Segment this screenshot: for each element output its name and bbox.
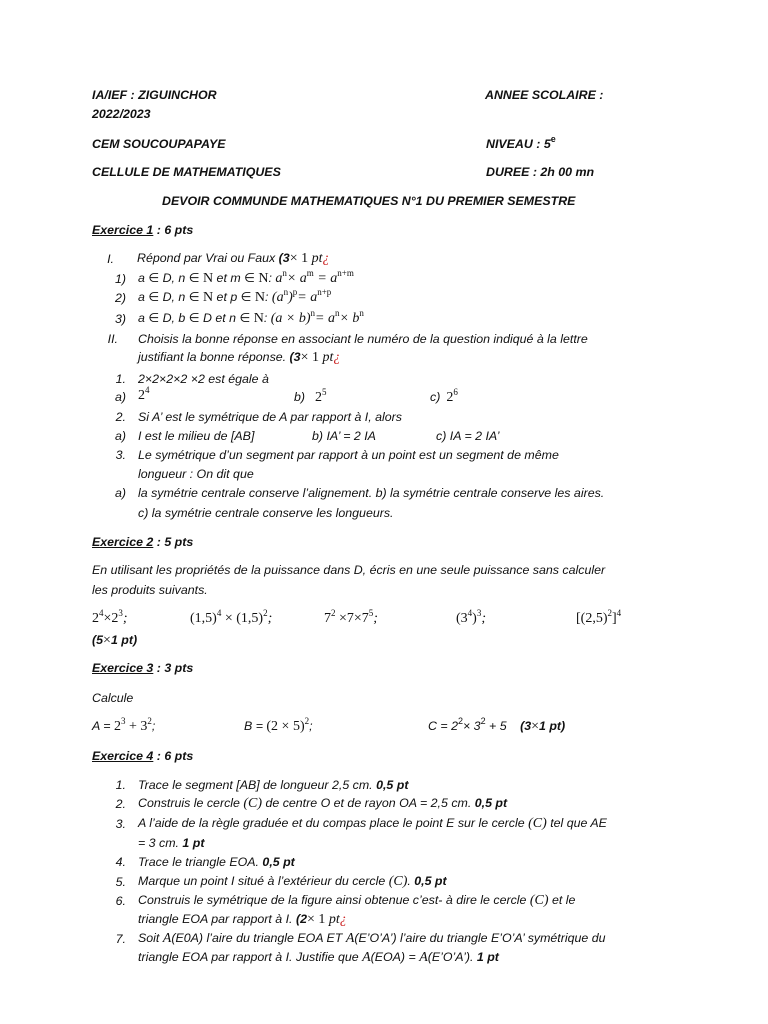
ex1-II-text1: Choisis la bonne réponse en associant le numéro de la question indiqué à la lettre: [138, 332, 588, 346]
ex3-heading: Exercice 3 : 3 pts: [92, 661, 194, 675]
ex3-c: $C = 2^2\times 3^2 + 5$ (3×1 pt): [428, 716, 566, 734]
ex1-s2-a: I est le milieu de [AB]: [138, 429, 255, 443]
ex4-item3-l1: A l’aide de la règle graduée et du compas place le point E sur le cercle (C) tel que AE: [138, 816, 607, 831]
ex1-II-text2: justifiant la bonne réponse. (3× 1 pt¿: [138, 350, 341, 365]
ex1-q1: a ∈ D, n ∈ N et m ∈ N: $a^n\times a^m = a^{n+m}$: [138, 268, 354, 286]
header-annee-value: 2022/2023: [92, 107, 151, 121]
header-school: CEM SOUCOUPAPAYE: [92, 137, 226, 151]
ex2-expr2: $(1,5)^4 \times (1,5)^2$;: [190, 608, 273, 626]
ex4-item5: Marque un point I situé à l’extérieur du cercle (C). 0,5 pt: [138, 874, 447, 889]
ex4-item5-num: 5.: [115, 875, 126, 889]
ex1-q1-num: 1): [114, 272, 126, 286]
ex1-s3-a-num: a): [114, 486, 126, 500]
ex1-q2-num: 2): [114, 291, 126, 305]
ex1-s3-text1: Le symétrique d’un segment par rapport à un point est un segment de même: [138, 448, 559, 462]
ex4-item4: Trace le triangle EOA. 0,5 pt: [138, 855, 295, 869]
ex1-s3-num: 3.: [115, 448, 126, 462]
document-title: DEVOIR COMMUNDE MATHEMATIQUES N°1 DU PREMIER SEMESTRE: [162, 194, 576, 208]
ex1-s1-a-num: a): [114, 390, 126, 404]
ex2-text1: En utilisant les propriétés de la puissance dans D, écris en une seule puissance sans calculer: [92, 563, 606, 577]
ex4-item7-l1: Soit A(E0A) l’aire du triangle EOA ET A(E’O’A’) l’aire du triangle E’O’A’ symétrique du: [138, 931, 606, 946]
ex4-item4-num: 4.: [115, 855, 126, 869]
ex2-expr4: $(3^4)^3$;: [456, 608, 487, 626]
ex4-item2-num: 2.: [115, 797, 126, 811]
ex1-s2-text: Si A’ est le symétrique de A par rapport à I, alors: [138, 410, 402, 424]
ex1-s2-num: 2.: [115, 410, 126, 424]
header-duree: DUREE : 2h 00 mn: [486, 165, 595, 179]
ex1-s1-c: c) $2^6$: [430, 387, 458, 405]
ex2-expr1: $2^4\times 2^3$;: [92, 608, 128, 626]
ex1-s3-c: c) la symétrie centrale conserve les longueurs.: [138, 506, 394, 520]
ex2-points: (5×1 pt): [92, 633, 138, 648]
ex4-item6-l2: triangle EOA par rapport à I. (2× 1 pt¿: [138, 912, 347, 927]
ex2-text2: les produits suivants.: [92, 583, 208, 597]
ex3-a: $A = 2^3 + 3^2$;: [92, 716, 156, 734]
ex1-q3-num: 3): [114, 312, 126, 326]
ex2-expr3: $7^2 \times 7\times 7^5$;: [324, 608, 378, 626]
ex1-s1-num: 1.: [115, 372, 126, 386]
ex3-b: $B = (2 \times 5)^2$;: [244, 716, 313, 734]
ex1-s3-text2: longueur : On dit que: [138, 467, 254, 481]
ex1-I-text: Répond par Vrai ou Faux (3× 1 pt¿: [137, 251, 330, 266]
ex1-q2: a ∈ D, n ∈ N et p ∈ N: $(a^n)^p= a^{n+p}$: [138, 287, 332, 305]
ex4-item6-num: 6.: [115, 894, 126, 908]
header-annee-label: ANNEE SCOLAIRE :: [485, 88, 604, 102]
header-niveau: NIVEAU : 5e: [486, 134, 556, 151]
ex4-item7-l2: triangle EOA par rapport à I. Justifie que A(EOA) = A(E’O’A’). 1 pt: [138, 950, 499, 965]
ex4-item3-l2: = 3 cm. 1 pt: [138, 836, 205, 850]
header-cellule: CELLULE DE MATHEMATIQUES: [92, 165, 281, 179]
ex1-heading: Exercice 1 : 6 pts: [92, 223, 194, 237]
ex1-s1-b: b) $2^5$: [294, 387, 327, 405]
ex4-item2: Construis le cercle (C) de centre O et de rayon OA = 2,5 cm. 0,5 pt: [138, 796, 508, 811]
header-ief: IA/IEF : ZIGUINCHOR: [92, 88, 217, 102]
ex1-II-num: II.: [107, 332, 118, 346]
ex1-s2-b: b) IA’ = 2 IA: [312, 429, 376, 443]
ex1-s3-a: la symétrie centrale conserve l’alignement. b) la symétrie centrale conserve les aires.: [138, 486, 605, 500]
ex1-s2-c: c) IA = 2 IA’: [436, 429, 500, 443]
ex4-item6-l1: Construis le symétrique de la figure ainsi obtenue c’est- à dire le cercle (C) et le: [138, 893, 576, 908]
ex2-expr5: $[(2,5)^2]^4$: [576, 608, 622, 626]
ex1-s2-a-num: a): [114, 429, 126, 443]
ex4-item1-num: 1.: [115, 778, 126, 792]
ex3-calcule: Calcule: [92, 691, 134, 705]
ex1-q3: a ∈ D, b ∈ D et n ∈ N: $(a \times b)^n= a^n\times b^n$: [138, 308, 364, 326]
ex4-item1: Trace le segment [AB] de longueur 2,5 cm. 0,5 pt: [138, 778, 409, 792]
ex2-heading: Exercice 2 : 5 pts: [92, 535, 194, 549]
ex1-s1-text: 2×2×2×2 ×2 est égale à: [138, 372, 269, 386]
ex4-item7-num: 7.: [115, 932, 126, 946]
ex1-s1-a: $2^4$: [138, 385, 150, 403]
ex4-item3-num: 3.: [115, 817, 126, 831]
ex4-heading: Exercice 4 : 6 pts: [92, 749, 194, 763]
ex1-I-num: I.: [107, 252, 114, 266]
